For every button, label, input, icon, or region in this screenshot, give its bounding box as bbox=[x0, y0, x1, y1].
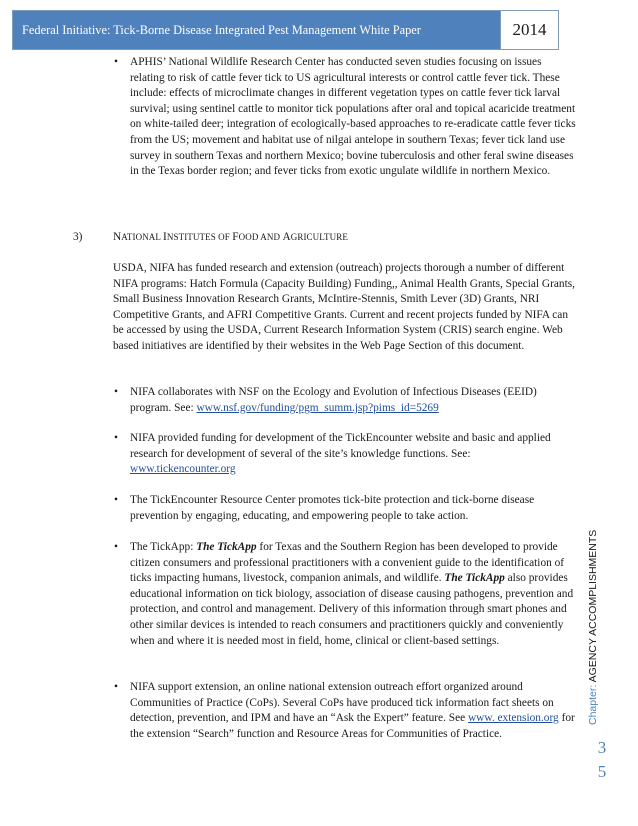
running-header bbox=[12, 10, 559, 50]
bullet-text: NIFA collaborates with NSF on the Ecology and Evolution of Infectious Diseases (EEID) program. See: bbox=[130, 386, 537, 414]
page-number-digit: 5 bbox=[597, 762, 607, 781]
section-number: 3) bbox=[73, 231, 83, 243]
extension-link[interactable]: www. extension.org bbox=[467, 712, 559, 725]
bullet-icon: • bbox=[114, 494, 118, 506]
header-title: Federal Initiative: Tick-Borne Disease Integrated Pest Management White Paper bbox=[13, 11, 500, 49]
header-year: 2014 bbox=[500, 11, 558, 49]
chapter-label: Chapter: AGENCY ACCOMPLISHMENTS bbox=[587, 529, 599, 725]
section-intro-paragraph: USDA, NIFA has funded research and extension (outreach) projects thorough a number of different NIFA programs: Hatch Formula (Capacity Building) Funding,, Animal Health Grants, Special Grants, Small Business Innovation Research Grants, McIntire-Stennis, Smith Lever (3D) Grants, NRI Competitive Grants, and AFRI Competitive Grants. Current and recent projects funded by NIFA can be accessed by using the USDA, Current Research Information System (CRIS) search engine. Web based initiatives are identified by their websites in the Web Page Section of this document. bbox=[113, 262, 575, 352]
aphis-bullet-text: APHIS’ National Wildlife Research Center has conducted seven studies focusing on issues relating to risk of cattle fever tick to US agricultural interests or control cattle fever tick. These include: effects of microclimate changes in different vegetation types on cattle fever tick larval survival; using sentinel cattle to monitor tick populations after oral and topical acaricide treatment on white-tailed deer; integration of ecologically-based approaches to re-eradicate cattle fever ticks from the US; movement and habitat use of nilgai antelope in southern Texas; fever tick land use survey in southern Texas and northern Mexico; bovine tuberculosis and other feral swine diseases in the Texas border region; and fever ticks from exotic ungulate wildlife in northern Mexico. bbox=[130, 56, 576, 178]
nsf-link[interactable]: www.nsf.gov/funding/pgm_summ.jsp?pims_id=5269 bbox=[196, 401, 439, 414]
bullet-icon: • bbox=[114, 432, 118, 444]
bullet-icon: • bbox=[114, 56, 118, 68]
list-item bbox=[114, 493, 578, 524]
tickapp-name: The TickApp bbox=[196, 541, 257, 553]
list-item: • NIFA support extension, an online national extension outreach effort organized around Communities of Practice (CoPs). Several CoPs have produced tick information fact sheets on detection, prevention, and IPM and have an “Ask the Expert” feature. See www. extension.org for the extension “Search” function and Resource Areas for Communities of Practice. bbox=[114, 681, 575, 740]
tickapp-name: The TickApp bbox=[444, 572, 505, 585]
chapter-sidebar bbox=[585, 529, 605, 725]
page-number-digit: 3 bbox=[597, 738, 607, 757]
bullet-icon: • bbox=[114, 681, 118, 693]
bullet-text: The TickEncounter Resource Center promotes tick-bite protection and tick-borne disease prevention by engaging, educating, and empowering people to take action. bbox=[130, 494, 535, 522]
list-item: • The TickApp: The TickApp for Texas and the Southern Region has been developed to provide citizen consumers and professional practitioners with a convenient guide to the identification of ticks impacting humans, livestock, companion animals, and wildlife. The TickApp also provides educational information on tick biology, association of disease causing pathogens, prevention and protection, and control and management. Delivery of this information through smart phones and other similar devices is intended to reach consumers and practitioners quickly and conveniently when and where it is needed most in field, home, clinical or client-based settings. bbox=[114, 541, 574, 647]
list-item bbox=[114, 55, 578, 180]
section-title: NATIONAL INSTITUTES OF FOOD AND AGRICULTURE bbox=[113, 231, 348, 243]
list-item bbox=[114, 385, 578, 416]
bullet-icon: • bbox=[114, 386, 118, 398]
bullet-text: NIFA provided funding for development of the TickEncounter website and basic and applied research for development of several of the site’s knowledge functions. See: bbox=[130, 432, 551, 460]
bullet-icon: • bbox=[114, 541, 118, 553]
list-item bbox=[114, 431, 578, 478]
tickencounter-link[interactable]: www.tickencounter.org bbox=[130, 463, 236, 476]
